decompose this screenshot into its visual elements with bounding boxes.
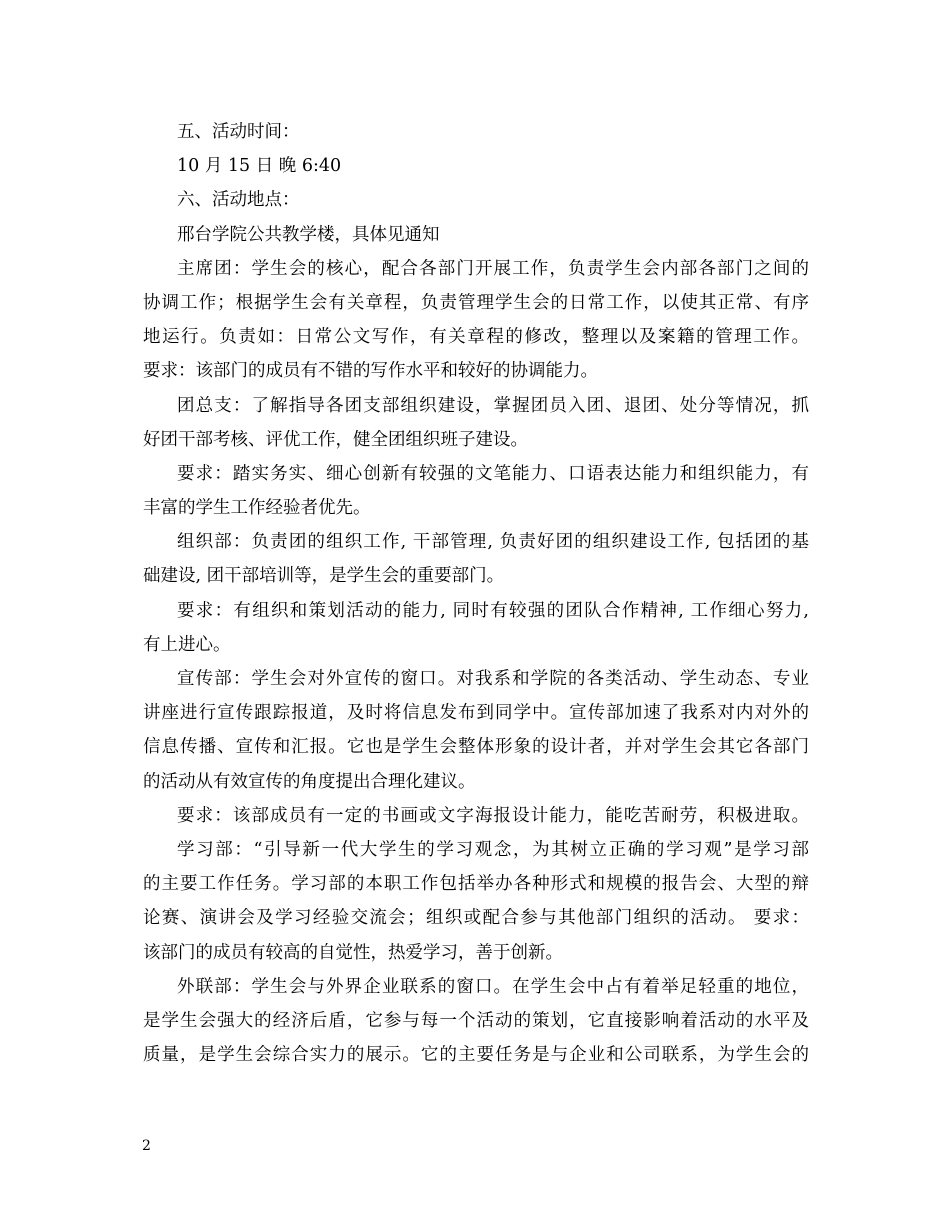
text-line: 信息传播、宣传和汇报。它也是学生会整体形象的设计者，并对学生会其它各部门 [143,737,809,758]
text-line: 论赛、演讲会及学习经验交流会；组织或配合参与其他部门组织的活动。 要求： [143,908,809,929]
text-line: 主席团：学生会的核心，配合各部门开展工作，负责学生会内部各部门之间的 [177,258,809,279]
text-line: 地运行。负责如：日常公文写作，有关章程的修改，整理以及案籍的管理工作。 [143,327,809,348]
text-line: 宣传部：学生会对外宣传的窗口。对我系和学院的各类活动、学生动态、专业 [177,669,809,689]
text-line: 外联部：学生会与外界企业联系的窗口。在学生会中占有着举足轻重的地位， [177,976,809,997]
text-line: 该部门的成员有较高的自觉性，热爱学习，善于创新。 [143,942,563,963]
text-line: 讲座进行宣传跟踪报道，及时将信息发布到同学中。宣传部加速了我系对内对外的 [143,703,809,724]
text-line: 要求：踏实务实、细心创新有较强的文笔能力、口语表达能力和组织能力，有 [177,463,809,484]
text-line: 要求：有组织和策划活动的能力, 同时有较强的团队合作精神, 工作细心努力, [177,600,809,621]
page-number: 2 [142,1138,151,1154]
text-line: 学习部：“引导新一代大学生的学习观念，为其树立正确的学习观”是学习部 [177,839,809,860]
text-line: 的活动从有效宣传的角度提出合理化建议。 [143,771,476,792]
text-line: 好团干部考核、评优工作，健全团组织班子建设。 [143,429,528,450]
text-line: 团总支：了解指导各团支部组织建设，掌握团员入团、退团、处分等情况，抓 [177,395,809,416]
text-line: 要求：该部门的成员有不错的写作水平和较好的协调能力。 [143,361,598,382]
text-line: 丰富的学生工作经验者优先。 [143,498,371,519]
body-text [143,115,809,1072]
text-line: 有上进心。 [143,634,231,655]
text-line: 要求：该部成员有一定的书画或文字海报设计能力，能吃苦耐劳，积极进取。 [177,805,809,826]
text-line: 五、活动时间： [177,122,300,142]
text-line: 10 月 15 日 晚 6:40 [177,156,342,177]
text-line: 础建设, 团干部培训等，是学生会的重要部门。 [143,566,505,587]
text-line: 的主要工作任务。学习部的本职工作包括举办各种形式和规模的报告会、大型的辩 [143,874,809,895]
text-line: 六、活动地点： [177,190,300,211]
text-line: 组织部：负责团的组织工作, 干部管理, 负责好团的组织建设工作, 包括团的基 [177,532,809,553]
text-line: 协调工作；根据学生会有关章程，负责管理学生会的日常工作，以使其正常、有序 [143,292,809,313]
text-line: 邢台学院公共教学楼，具体见通知 [177,224,440,245]
text-line: 质量，是学生会综合实力的展示。它的主要任务是与企业和公司联系，为学生会的 [143,1045,809,1066]
text-line: 是学生会强大的经济后盾，它参与每一个活动的策划，它直接影响着活动的水平及 [143,1010,809,1031]
